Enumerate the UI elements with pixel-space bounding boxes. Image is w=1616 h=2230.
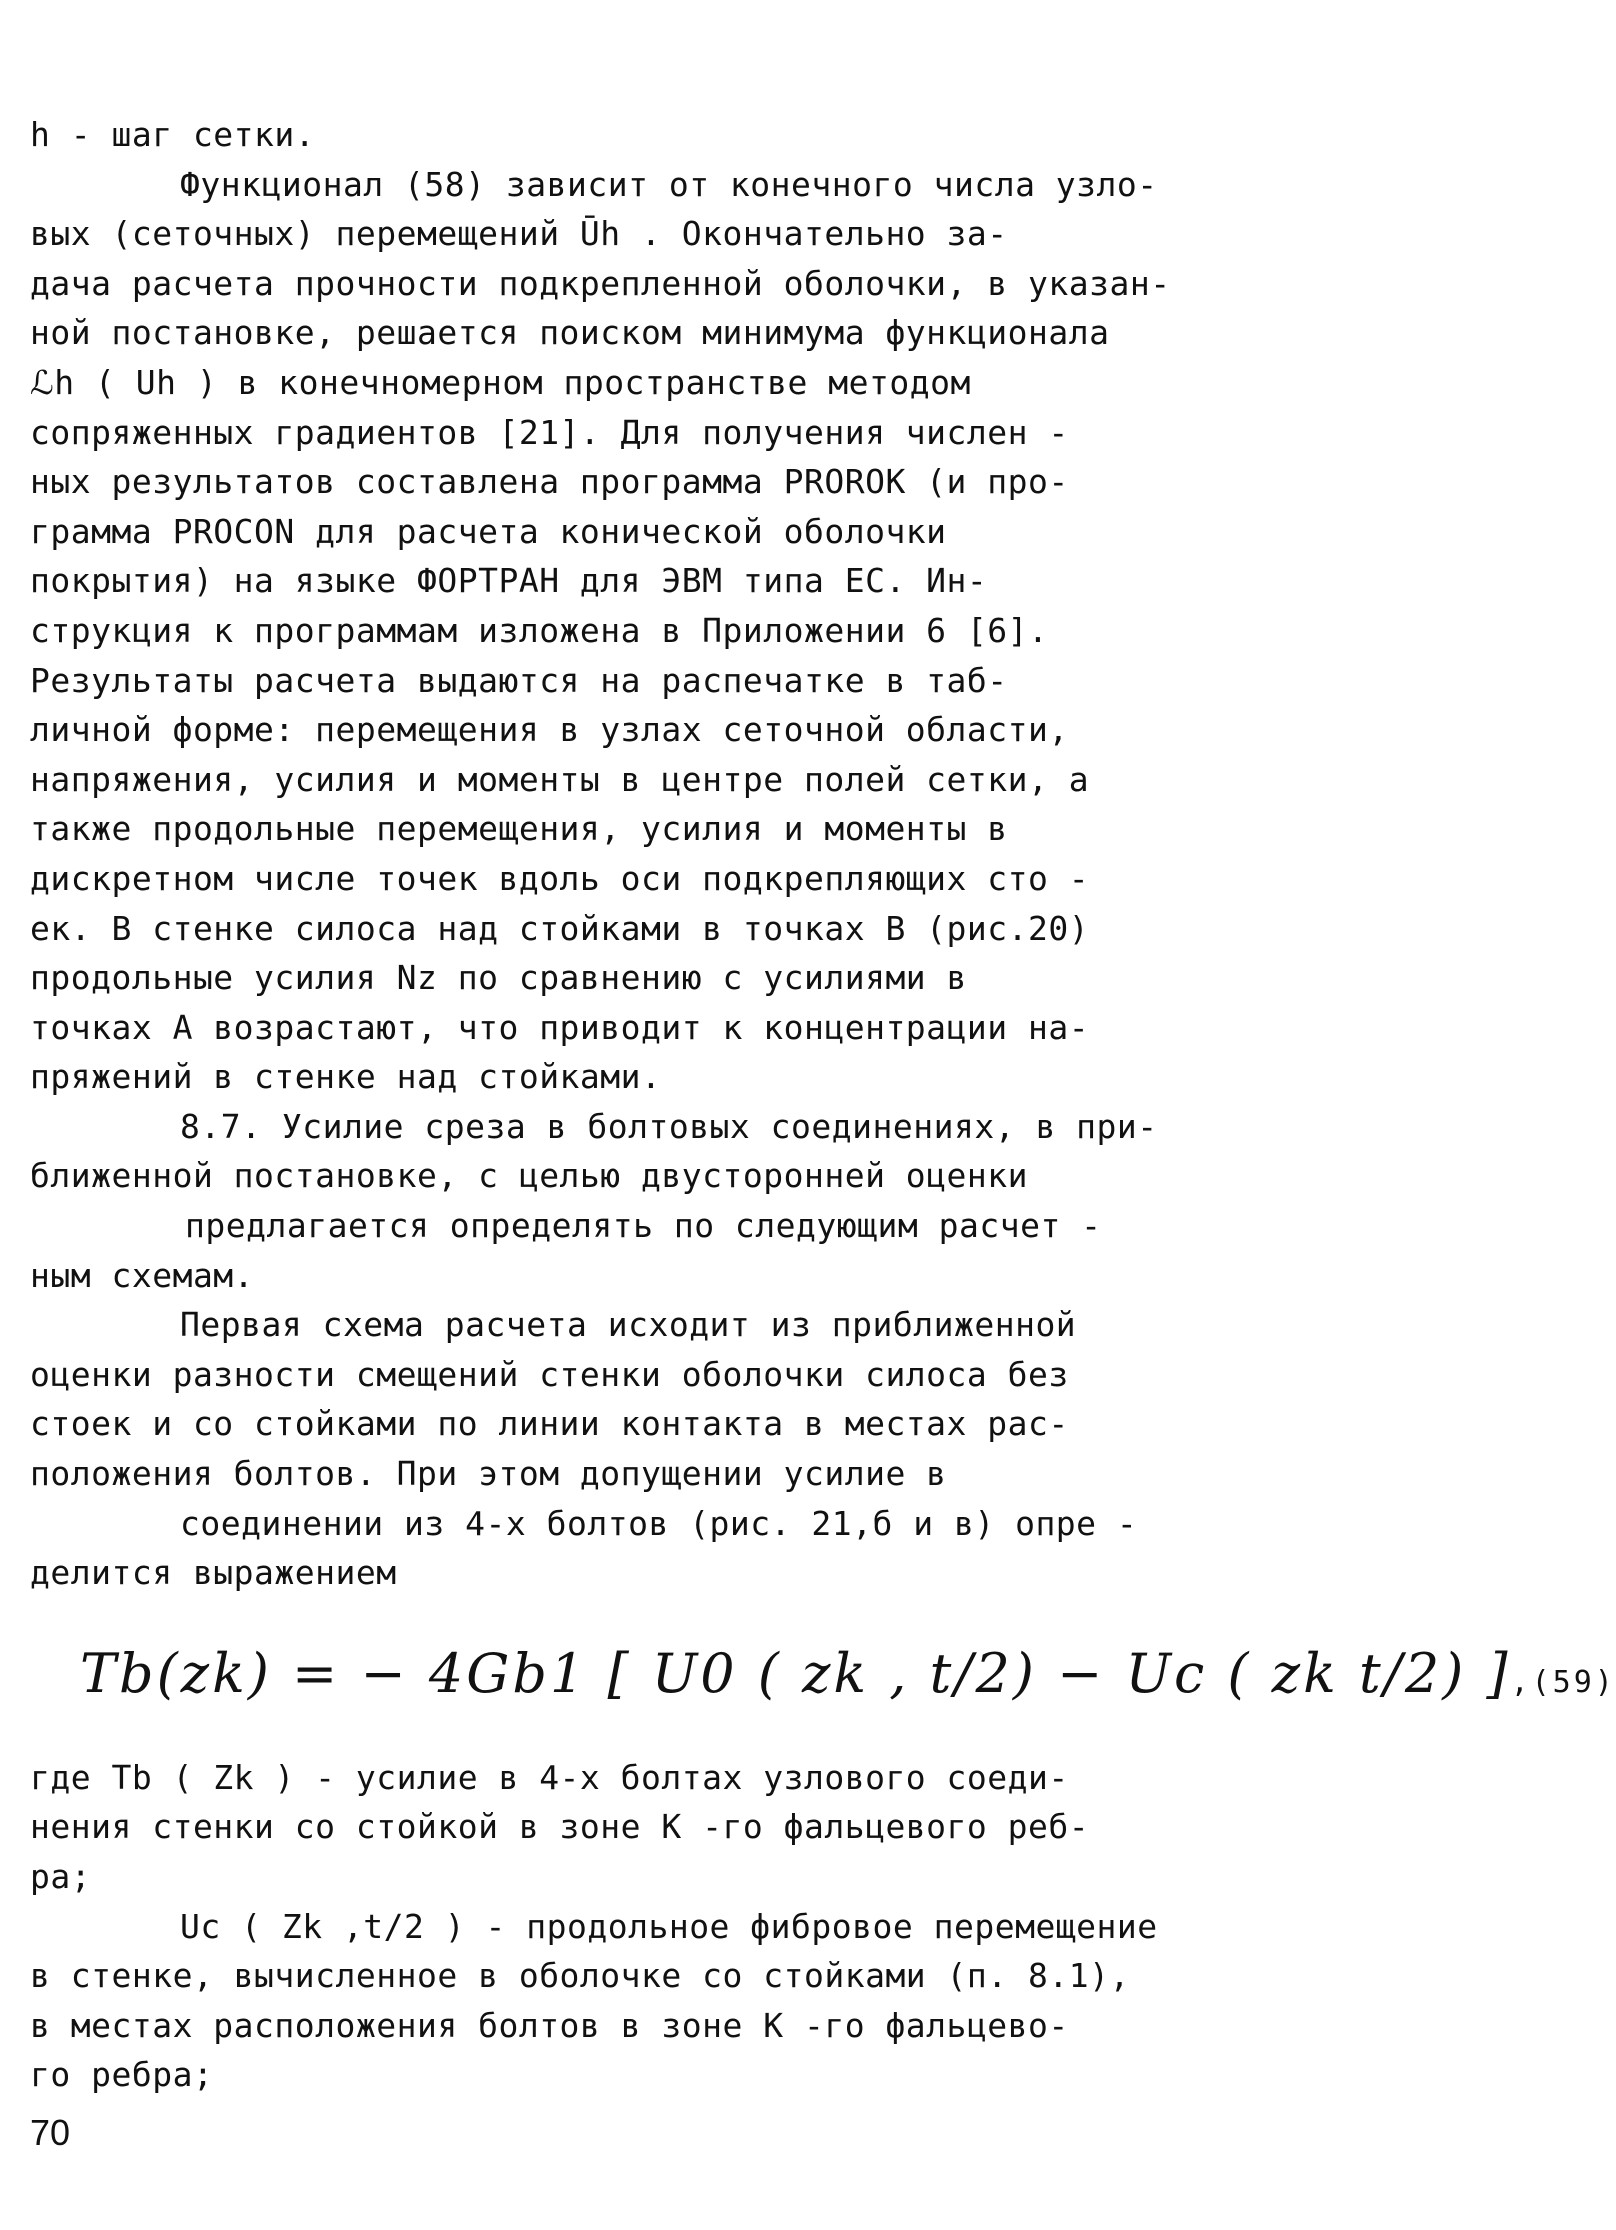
text-line: сопряженных градиентов [21]. Для получения числен - bbox=[30, 412, 1069, 452]
text-line: Uc ( Zk ,t/2 ) - продольное фибровое перемещение bbox=[180, 1906, 1158, 1946]
text-line: ра; bbox=[30, 1857, 92, 1896]
text-line: покрытия) на языке ФОРТРАН для ЭВМ типа ЕС. Ин- bbox=[30, 561, 988, 601]
page-body bbox=[30, 110, 1616, 2100]
text-line: грамма PROCON для расчета конической оболочки bbox=[30, 511, 947, 551]
text-line: напряжения, усилия и моменты в центре полей сетки, а bbox=[30, 759, 1090, 799]
text-line: где Tb ( Zk ) - усилие в 4-х болтах узлового соеди- bbox=[30, 1757, 1069, 1797]
text-line: делится выражением bbox=[30, 1553, 397, 1593]
text-line: в местах расположения болтов в зоне K -го фальцево- bbox=[30, 2005, 1069, 2045]
text-line: соединении из 4-х болтов (рис. 21,б и в) опре - bbox=[180, 1503, 1138, 1543]
text-line: в стенке, вычисленное в оболочке со стойками (п. 8.1), bbox=[30, 1956, 1130, 1996]
text-line: оценки разности смещений стенки оболочки силоса без bbox=[30, 1354, 1069, 1394]
text-line: ных результатов составлена программа PROROK (и про- bbox=[30, 462, 1069, 502]
equation-expression: Tb(zk) = − 4Gb1 [ U0 ( zk , t/2) − Uc ( zk t/2) ] bbox=[80, 1641, 1511, 1705]
text-line: Первая схема расчета исходит из приближенной bbox=[180, 1305, 1077, 1345]
text-line: ек. В стенке силоса над стойками в точках В (рис.20) bbox=[30, 908, 1090, 948]
text-line: точках А возрастают, что приводит к концентрации на- bbox=[30, 1007, 1090, 1047]
text-line: дача расчета прочности подкрепленной оболочки, в указан- bbox=[30, 263, 1171, 303]
text-line: го ребра; bbox=[30, 2055, 214, 2095]
text-line: дискретном числе точек вдоль оси подкрепляющих сто - bbox=[30, 858, 1090, 898]
text-line: стоек и со стойками по линии контакта в местах рас- bbox=[30, 1404, 1069, 1444]
text-line: вых (сеточных) перемещений Ūh . Окончательно за- bbox=[30, 214, 1008, 254]
text-line: ным схемам. bbox=[30, 1255, 255, 1295]
section-heading-line: 8.7. Усилие среза в болтовых соединениях, в при- bbox=[180, 1106, 1158, 1146]
text-line: струкция к программам изложена в Приложении 6 [6]. bbox=[30, 610, 1049, 650]
text-line: Результаты расчета выдаются на распечатке в таб- bbox=[30, 660, 1008, 700]
text-line: предлагается определять по следующим расчет - bbox=[185, 1206, 1102, 1246]
text-line: ной постановке, решается поиском минимума функционала bbox=[30, 313, 1110, 353]
page-number: 70 bbox=[30, 2112, 71, 2153]
equation-59 bbox=[80, 1634, 1616, 1723]
text-line: положения болтов. При этом допущении усилие в bbox=[30, 1454, 947, 1494]
text-line: продольные усилия Nz по сравнению с усилиями в bbox=[30, 958, 967, 998]
text-line: личной форме: перемещения в узлах сеточной области, bbox=[30, 710, 1069, 750]
text-line: также продольные перемещения, усилия и моменты в bbox=[30, 809, 1008, 849]
text-line: нения стенки со стойкой в зоне K -го фальцевого реб- bbox=[30, 1807, 1090, 1847]
text-line: h - шаг сетки. bbox=[30, 115, 316, 154]
text-line: пряжений в стенке над стойками. bbox=[30, 1057, 662, 1097]
text-line: ℒh ( Uh ) в конечномерном пространстве методом bbox=[30, 362, 971, 402]
text-line: Функционал (58) зависит от конечного числа узло- bbox=[180, 164, 1158, 204]
text-line: ближенной постановке, с целью двусторонней оценки bbox=[30, 1156, 1029, 1196]
equation-number: ,(59) bbox=[1510, 1664, 1616, 1700]
